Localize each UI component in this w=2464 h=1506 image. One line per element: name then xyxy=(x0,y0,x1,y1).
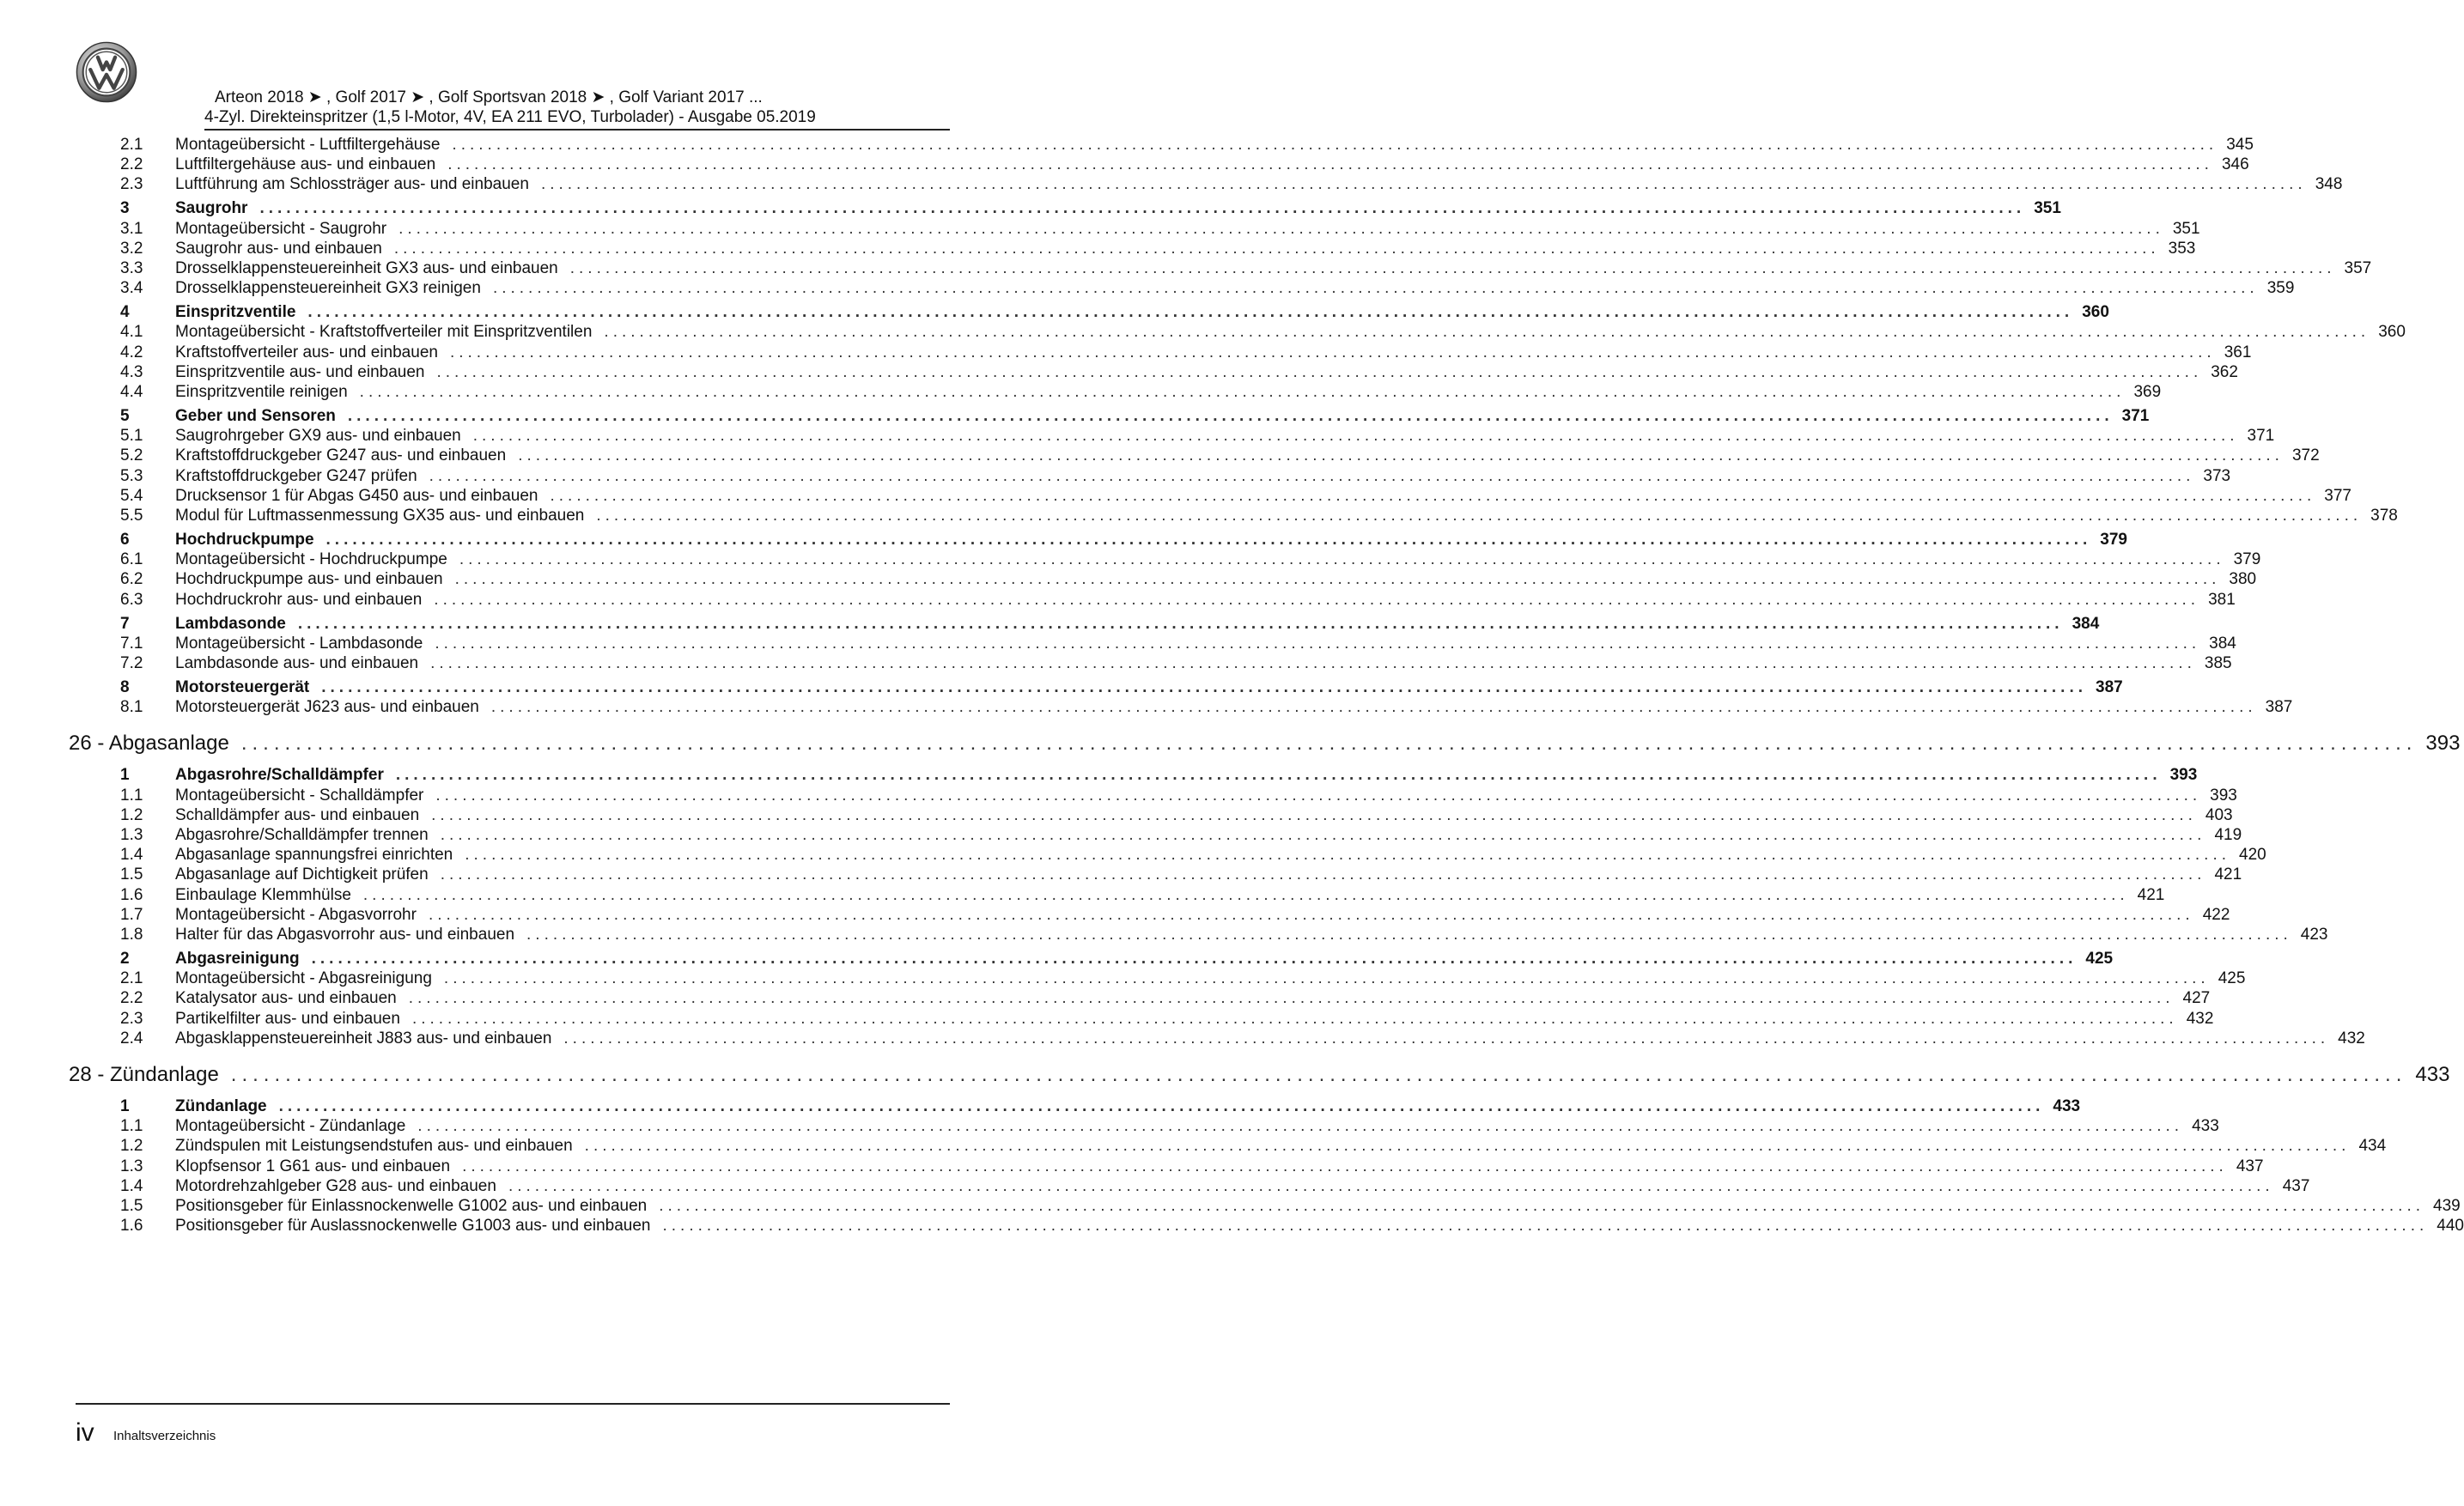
toc-title: Drucksensor 1 für Abgas G450 aus- und einbauen xyxy=(175,486,538,505)
toc-number: 4.2 xyxy=(120,343,143,361)
toc-page-number: 434 xyxy=(2358,1137,2387,1156)
toc-entry[interactable] xyxy=(76,486,2351,506)
toc-page-number: 420 xyxy=(2239,846,2266,865)
toc-chapter[interactable] xyxy=(69,732,2461,756)
toc-title: Abgasreinigung xyxy=(175,950,300,968)
toc-leader-dots: ........................................................................................................................................................................................................ xyxy=(436,362,2203,381)
toc-leader-dots: ........................................................................................................................................................................................................ xyxy=(540,175,2307,194)
toc-leader-dots: ........................................................................................................................................................................................................ xyxy=(434,590,2200,609)
toc-title: Motorsteuergerät J623 aus- und einbauen xyxy=(175,698,479,717)
toc-entry[interactable] xyxy=(76,136,2254,155)
toc-chapter[interactable] xyxy=(69,1063,2450,1087)
toc-number: 1.5 xyxy=(120,865,143,884)
toc-page-number: 353 xyxy=(2168,239,2196,258)
toc-leader-dots: ........................................................................................................................................................................................................ xyxy=(440,865,2206,884)
toc-leader-dots: ........................................................................................................................................................................................................ xyxy=(259,199,2026,218)
toc-entry[interactable] xyxy=(76,1029,2365,1048)
toc-section[interactable] xyxy=(76,303,2109,322)
toc-number: 4.3 xyxy=(120,362,143,381)
toc-page-number: 421 xyxy=(2137,885,2165,904)
toc-number: 1.3 xyxy=(120,1157,143,1175)
toc-page-number: 439 xyxy=(2433,1197,2461,1215)
toc-leader-dots: ........................................................................................................................................................................................................ xyxy=(429,466,2195,485)
toc-entry[interactable] xyxy=(76,1176,2310,1196)
toc-entry[interactable] xyxy=(76,1197,2461,1216)
toc-number: 1 xyxy=(120,1097,130,1115)
toc-page-number: 432 xyxy=(2338,1029,2365,1048)
toc-number: 2.2 xyxy=(120,155,143,174)
toc-entry[interactable] xyxy=(76,550,2261,569)
toc-leader-dots: ........................................................................................................................................................................................................ xyxy=(490,698,2257,717)
toc-page-number: 373 xyxy=(2203,466,2231,485)
toc-page-number: 384 xyxy=(2209,634,2236,653)
toc-title: 26 - Abgasanlage xyxy=(69,732,229,756)
toc-leader-dots: ........................................................................................................................................................................................................ xyxy=(443,969,2210,988)
toc-title: Montageübersicht - Luftfiltergehäuse xyxy=(175,136,441,154)
toc-number: 5 xyxy=(120,407,130,425)
toc-page-number: 433 xyxy=(2053,1097,2081,1115)
toc-number: 2.3 xyxy=(120,175,143,194)
toc-entry[interactable] xyxy=(76,279,2295,298)
toc-number: 1.4 xyxy=(120,846,143,865)
toc-leader-dots: ........................................................................................................................................................................................................ xyxy=(321,678,2088,696)
toc-page-number: 357 xyxy=(2344,259,2372,277)
toc-title: Halter für das Abgasvorrohr aus- und einbauen xyxy=(175,926,515,944)
toc-title: Katalysator aus- und einbauen xyxy=(175,989,397,1008)
toc-page-number: 372 xyxy=(2291,446,2320,465)
toc-entry[interactable] xyxy=(76,446,2320,465)
toc-number: 3.2 xyxy=(120,239,143,258)
toc-leader-dots: ........................................................................................................................................................................................................ xyxy=(417,1117,2184,1136)
toc-section[interactable] xyxy=(76,950,2114,969)
toc-number: 3 xyxy=(120,199,130,218)
toc-title: Geber und Sensoren xyxy=(175,407,336,425)
toc-leader-dots: ........................................................................................................................................................................................................ xyxy=(508,1176,2274,1195)
toc-number: 2.2 xyxy=(120,989,143,1008)
toc-number: 3.3 xyxy=(120,259,143,277)
toc-page-number: 421 xyxy=(2214,865,2242,884)
toc-number: 8 xyxy=(120,678,130,696)
toc-leader-dots: ........................................................................................................................................................................................................ xyxy=(472,427,2239,446)
toc-entry[interactable] xyxy=(76,805,2233,825)
toc-number: 4.4 xyxy=(120,383,143,401)
toc-entry[interactable] xyxy=(76,590,2236,610)
toc-entry[interactable] xyxy=(76,905,2230,925)
toc-leader-dots: ........................................................................................................................................................................................................ xyxy=(662,1217,2429,1236)
toc-leader-dots: ........................................................................................................................................................................................................ xyxy=(435,786,2202,805)
toc-entry[interactable] xyxy=(76,1009,2214,1029)
toc-number: 3.4 xyxy=(120,279,143,298)
toc-entry[interactable] xyxy=(76,1157,2264,1176)
toc-section[interactable] xyxy=(76,614,2100,634)
toc-title: Montageübersicht - Saugrohr xyxy=(175,219,387,238)
toc-entry[interactable] xyxy=(76,786,2237,805)
table-of-contents xyxy=(69,0,2464,1506)
toc-leader-dots: ........................................................................................................................................................................................................ xyxy=(492,279,2259,298)
toc-leader-dots: ........................................................................................................................................................................................................ xyxy=(447,155,2213,174)
toc-title: Montageübersicht - Hochdruckpumpe xyxy=(175,550,447,569)
toc-title: Abgasanlage auf Dichtigkeit prüfen xyxy=(175,865,429,884)
toc-leader-dots: ........................................................................................................................................................................................................ xyxy=(362,885,2129,904)
toc-number: 1.3 xyxy=(120,826,143,844)
toc-page-number: 393 xyxy=(2210,786,2237,805)
toc-entry[interactable] xyxy=(76,926,2328,944)
toc-section[interactable] xyxy=(76,1097,2081,1116)
toc-entry[interactable] xyxy=(76,155,2249,174)
toc-page-number: 432 xyxy=(2186,1009,2214,1028)
toc-number: 1.6 xyxy=(120,885,143,904)
toc-leader-dots: ........................................................................................................................................................................................................ xyxy=(411,1009,2178,1028)
toc-number: 4.1 xyxy=(120,323,143,342)
toc-number: 6 xyxy=(120,531,130,549)
toc-leader-dots: ........................................................................................................................................................................................................ xyxy=(526,926,2292,944)
toc-number: 2.4 xyxy=(120,1029,143,1048)
toc-page-number: 351 xyxy=(2034,199,2061,218)
toc-number: 1.4 xyxy=(120,1176,143,1195)
toc-page-number: 403 xyxy=(2205,805,2233,824)
toc-page-number: 371 xyxy=(2121,407,2150,425)
toc-number: 8.1 xyxy=(120,698,143,717)
toc-page-number: 440 xyxy=(2437,1217,2464,1236)
toc-title: Hochdruckpumpe aus- und einbauen xyxy=(175,570,443,589)
toc-leader-dots: ........................................................................................................................................................................................................ xyxy=(440,826,2206,844)
toc-page-number: 427 xyxy=(2182,989,2211,1008)
toc-title: Modul für Luftmassenmessung GX35 aus- und einbauen xyxy=(175,507,585,525)
toc-page-number: 381 xyxy=(2208,590,2236,609)
toc-entry[interactable] xyxy=(76,219,2200,239)
toc-leader-dots: ........................................................................................................................................................................................................ xyxy=(596,507,2363,525)
toc-number: 3.1 xyxy=(120,219,143,238)
toc-leader-dots: ........................................................................................................................................................................................................ xyxy=(518,446,2284,465)
toc-leader-dots: ........................................................................................................................................................................................................ xyxy=(459,550,2225,569)
toc-number: 7 xyxy=(120,614,130,633)
toc-title: Drosselklappensteuereinheit GX3 reinigen xyxy=(175,279,481,298)
toc-page-number: 377 xyxy=(2324,486,2351,505)
toc-number: 7.1 xyxy=(120,634,143,653)
toc-title: Montageübersicht - Kraftstoffverteiler mit Einspritzventilen xyxy=(175,323,593,342)
toc-page-number: 379 xyxy=(2100,531,2127,549)
toc-title: Montageübersicht - Zündanlage xyxy=(175,1117,406,1136)
toc-title: Lambdasonde aus- und einbauen xyxy=(175,654,419,672)
toc-leader-dots: ........................................................................................................................................................................................................ xyxy=(569,259,2336,277)
toc-title: Montageübersicht - Abgasreinigung xyxy=(175,969,432,988)
toc-entry[interactable] xyxy=(76,1217,2464,1236)
toc-leader-dots: ........................................................................................................................................................................................................ xyxy=(659,1197,2425,1215)
toc-entry[interactable] xyxy=(76,698,2293,717)
toc-leader-dots: ........................................................................................................................................................................................................ xyxy=(240,732,2418,756)
toc-page-number: 423 xyxy=(2300,926,2328,944)
toc-page-number: 380 xyxy=(2229,570,2257,589)
toc-title: Zündanlage xyxy=(175,1097,267,1115)
toc-page-number: 419 xyxy=(2214,826,2242,844)
toc-number: 5.1 xyxy=(120,427,143,446)
header-engine-edition: 4-Zyl. Direkteinspritzer (1,5 l-Motor, 4V, EA 211 EVO, Turbolader) - Ausgabe 05.2019 xyxy=(204,108,816,126)
toc-entry[interactable] xyxy=(76,634,2236,653)
toc-page-number: 346 xyxy=(2221,155,2249,174)
toc-page-number: 393 xyxy=(2425,732,2461,756)
toc-leader-dots: ........................................................................................................................................................................................................ xyxy=(584,1137,2351,1156)
toc-entry[interactable] xyxy=(76,175,2343,194)
toc-title: Einspritzventile xyxy=(175,303,296,322)
toc-page-number: 425 xyxy=(2085,950,2114,968)
toc-leader-dots: ........................................................................................................................................................................................................ xyxy=(297,614,2064,633)
toc-entry[interactable] xyxy=(76,570,2257,589)
toc-leader-dots: ........................................................................................................................................................................................................ xyxy=(431,805,2197,824)
toc-leader-dots: ........................................................................................................................................................................................................ xyxy=(604,323,2370,342)
toc-number: 1.7 xyxy=(120,905,143,924)
toc-title: Hochdruckpumpe xyxy=(175,531,314,549)
toc-number: 6.3 xyxy=(120,590,143,609)
toc-number: 6.2 xyxy=(120,570,143,589)
toc-title: Positionsgeber für Auslassnockenwelle G1003 aus- und einbauen xyxy=(175,1217,651,1236)
toc-entry[interactable] xyxy=(76,343,2252,362)
toc-title: Einbaulage Klemmhülse xyxy=(175,885,351,904)
toc-page-number: 433 xyxy=(2415,1063,2450,1086)
toc-number: 1.6 xyxy=(120,1217,143,1236)
toc-number: 1.1 xyxy=(120,786,143,805)
toc-page-number: 361 xyxy=(2224,343,2252,361)
toc-page-number: 387 xyxy=(2265,698,2293,717)
toc-title: Hochdruckrohr aus- und einbauen xyxy=(175,590,423,609)
toc-title: Motorsteuergerät xyxy=(175,678,310,696)
toc-title: Luftführung am Schlossträger aus- und einbauen xyxy=(175,175,529,194)
toc-number: 1.5 xyxy=(120,1197,143,1215)
toc-entry[interactable] xyxy=(76,239,2196,258)
toc-leader-dots: ........................................................................................................................................................................................................ xyxy=(563,1029,2330,1048)
toc-page-number: 348 xyxy=(2315,175,2343,194)
toc-leader-dots: ........................................................................................................................................................................................................ xyxy=(347,407,2114,425)
toc-number: 2.1 xyxy=(120,136,143,154)
toc-title: Saugrohr xyxy=(175,199,248,218)
toc-page-number: 387 xyxy=(2096,678,2123,696)
toc-title: Abgasklappensteuereinheit J883 aus- und einbauen xyxy=(175,1029,552,1048)
toc-page-number: 362 xyxy=(2211,362,2238,381)
toc-title: Abgasrohre/Schalldämpfer xyxy=(175,766,384,785)
toc-number: 1 xyxy=(120,766,130,785)
toc-number: 1.2 xyxy=(120,805,143,824)
toc-number: 7.2 xyxy=(120,654,143,672)
toc-title: Positionsgeber für Einlassnockenwelle G1002 aus- und einbauen xyxy=(175,1197,648,1215)
toc-page-number: 422 xyxy=(2202,905,2230,924)
toc-leader-dots: ........................................................................................................................................................................................................ xyxy=(408,989,2175,1008)
toc-leader-dots: ........................................................................................................................................................................................................ xyxy=(449,343,2216,361)
toc-leader-dots: ........................................................................................................................................................................................................ xyxy=(550,486,2316,505)
toc-section[interactable] xyxy=(76,407,2150,426)
toc-title: Einspritzventile aus- und einbauen xyxy=(175,362,425,381)
toc-leader-dots: ........................................................................................................................................................................................................ xyxy=(395,766,2162,785)
toc-title: 28 - Zündanlage xyxy=(69,1063,219,1086)
toc-title: Klopfsensor 1 G61 aus- und einbauen xyxy=(175,1157,451,1175)
toc-entry[interactable] xyxy=(76,383,2162,402)
toc-entry[interactable] xyxy=(76,323,2406,342)
toc-page-number: 437 xyxy=(2282,1176,2310,1195)
toc-entry[interactable] xyxy=(76,427,2275,446)
toc-number: 5.4 xyxy=(120,486,143,505)
toc-title: Zündspulen mit Leistungsendstufen aus- und einbauen xyxy=(175,1137,573,1156)
toc-leader-dots: ........................................................................................................................................................................................................ xyxy=(428,905,2194,924)
toc-leader-dots: ........................................................................................................................................................................................................ xyxy=(325,531,2092,549)
toc-leader-dots: ........................................................................................................................................................................................................ xyxy=(311,950,2078,968)
toc-leader-dots: ........................................................................................................................................................................................................ xyxy=(465,846,2230,865)
toc-entry[interactable] xyxy=(76,259,2372,278)
toc-leader-dots: ........................................................................................................................................................................................................ xyxy=(393,239,2160,258)
toc-number: 4 xyxy=(120,303,130,322)
footer-divider xyxy=(76,1403,950,1405)
toc-number: 5.2 xyxy=(120,446,143,465)
toc-leader-dots: ........................................................................................................................................................................................................ xyxy=(430,654,2196,672)
toc-page-number: 378 xyxy=(2370,507,2398,525)
toc-entry[interactable] xyxy=(76,362,2238,382)
toc-entry[interactable] xyxy=(76,654,2232,673)
toc-page-number: 425 xyxy=(2218,969,2246,988)
toc-entry[interactable] xyxy=(76,507,2398,525)
toc-number: 5.3 xyxy=(120,466,143,485)
toc-title: Kraftstoffdruckgeber G247 prüfen xyxy=(175,466,417,485)
toc-number: 1.8 xyxy=(120,926,143,944)
toc-title: Motordrehzahlgeber G28 aus- und einbauen xyxy=(175,1176,496,1195)
toc-title: Abgasanlage spannungsfrei einrichten xyxy=(175,846,453,865)
toc-title: Schalldämpfer aus- und einbauen xyxy=(175,805,420,824)
toc-leader-dots: ........................................................................................................................................................................................................ xyxy=(398,219,2164,238)
toc-leader-dots: ........................................................................................................................................................................................................ xyxy=(462,1157,2228,1175)
toc-page-number: 345 xyxy=(2226,136,2254,154)
toc-leader-dots: ........................................................................................................................................................................................................ xyxy=(452,136,2218,154)
toc-page-number: 437 xyxy=(2236,1157,2264,1175)
toc-entry[interactable] xyxy=(76,989,2211,1008)
toc-page-number: 360 xyxy=(2082,303,2109,322)
toc-number: 6.1 xyxy=(120,550,143,569)
toc-title: Luftfiltergehäuse aus- und einbauen xyxy=(175,155,436,174)
toc-section[interactable] xyxy=(76,766,2198,785)
toc-leader-dots: ........................................................................................................................................................................................................ xyxy=(278,1097,2045,1115)
toc-entry[interactable] xyxy=(76,969,2246,988)
toc-entry[interactable] xyxy=(76,885,2165,905)
toc-entry[interactable] xyxy=(76,1137,2387,1156)
toc-page-number: 359 xyxy=(2266,279,2295,298)
header-vehicle-models: Arteon 2018 ➤ , Golf 2017 ➤ , Golf Sportsvan 2018 ➤ , Golf Variant 2017 ... xyxy=(215,88,763,106)
toc-title: Kraftstoffverteiler aus- und einbauen xyxy=(175,343,438,361)
toc-number: 1.2 xyxy=(120,1137,143,1156)
toc-section[interactable] xyxy=(76,199,2061,218)
toc-number: 2.3 xyxy=(120,1009,143,1028)
toc-entry[interactable] xyxy=(76,466,2231,486)
toc-title: Lambdasonde xyxy=(175,614,286,633)
toc-page-number: 371 xyxy=(2247,427,2275,446)
toc-page-number: 384 xyxy=(2072,614,2100,633)
toc-entry[interactable] xyxy=(76,846,2266,865)
toc-entry[interactable] xyxy=(76,1117,2219,1136)
toc-title: Kraftstoffdruckgeber G247 aus- und einbauen xyxy=(175,446,507,465)
toc-page-number: 360 xyxy=(2378,323,2406,342)
toc-page-number: 385 xyxy=(2204,654,2232,672)
toc-number: 2 xyxy=(120,950,130,968)
toc-number: 2.1 xyxy=(120,969,143,988)
toc-section[interactable] xyxy=(76,531,2127,550)
toc-page-number: 433 xyxy=(2192,1117,2219,1136)
toc-section[interactable] xyxy=(76,678,2123,697)
toc-title: Abgasrohre/Schalldämpfer trennen xyxy=(175,826,429,844)
toc-leader-dots: ........................................................................................................................................................................................................ xyxy=(230,1063,2407,1086)
toc-title: Partikelfilter aus- und einbauen xyxy=(175,1009,400,1028)
toc-title: Einspritzventile reinigen xyxy=(175,383,348,401)
toc-page-number: 369 xyxy=(2133,383,2162,401)
toc-title: Drosselklappensteuereinheit GX3 aus- und einbauen xyxy=(175,259,558,277)
toc-page-number: 393 xyxy=(2169,766,2198,785)
toc-title: Saugrohr aus- und einbauen xyxy=(175,239,382,258)
toc-number: 5.5 xyxy=(120,507,143,525)
toc-leader-dots: ........................................................................................................................................................................................................ xyxy=(359,383,2126,401)
toc-leader-dots: ........................................................................................................................................................................................................ xyxy=(454,570,2221,589)
toc-entry[interactable] xyxy=(76,865,2242,884)
toc-title: Montageübersicht - Schalldämpfer xyxy=(175,786,424,805)
toc-leader-dots: ........................................................................................................................................................................................................ xyxy=(307,303,2074,322)
toc-title: Saugrohrgeber GX9 aus- und einbauen xyxy=(175,427,461,446)
toc-title: Montageübersicht - Lambdasonde xyxy=(175,634,423,653)
toc-number: 1.1 xyxy=(120,1117,143,1136)
toc-page-number: 351 xyxy=(2172,219,2200,238)
footer-label: Inhaltsverzeichnis xyxy=(113,1429,216,1443)
page-number: iv xyxy=(76,1418,94,1447)
toc-page-number: 379 xyxy=(2233,550,2261,569)
toc-title: Montageübersicht - Abgasvorrohr xyxy=(175,905,417,924)
toc-entry[interactable] xyxy=(76,826,2242,845)
toc-leader-dots: ........................................................................................................................................................................................................ xyxy=(435,634,2201,653)
